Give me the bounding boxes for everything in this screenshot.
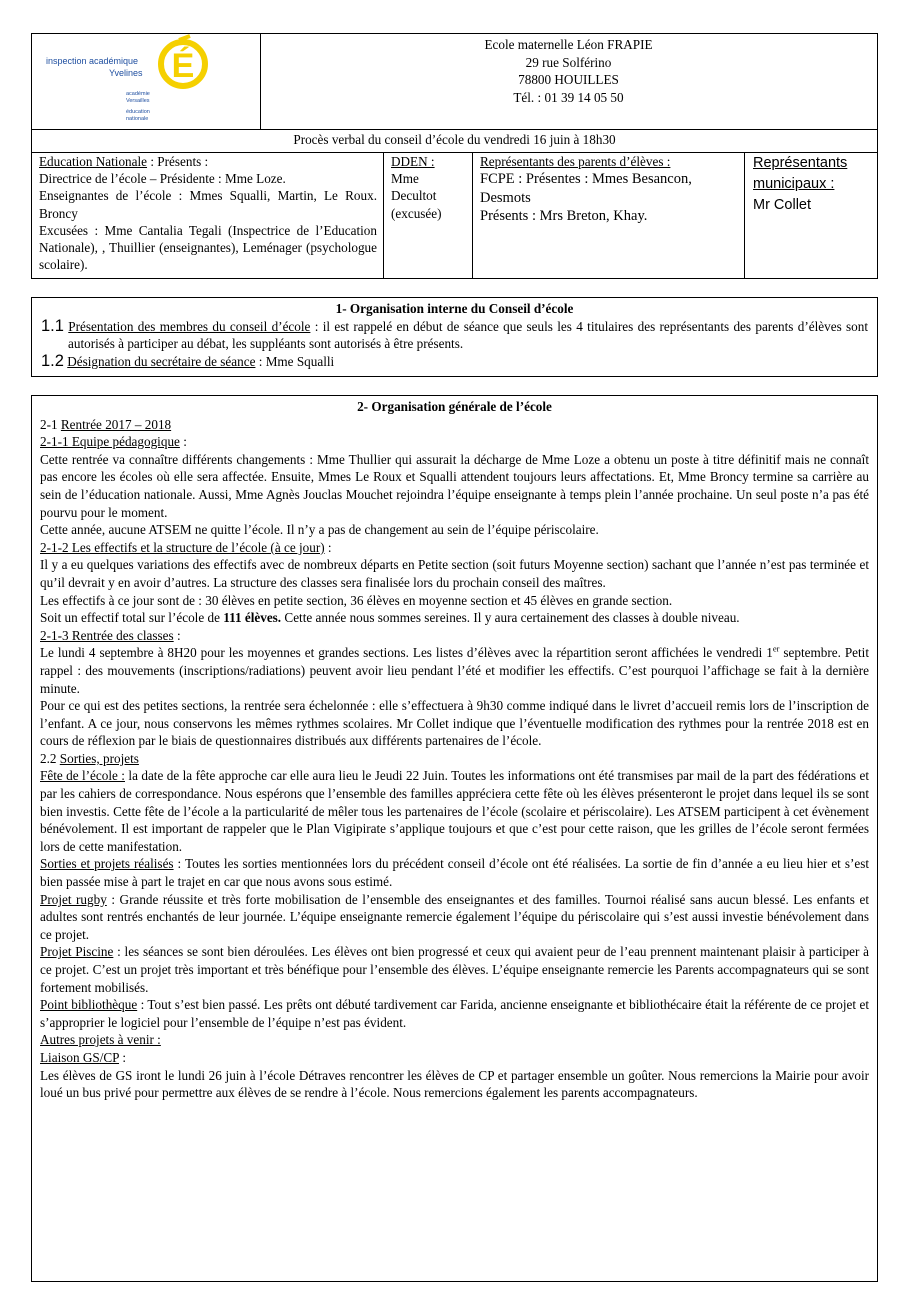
- logo-line2: Yvelines: [109, 68, 143, 78]
- heading-autres-projets: Autres projets à venir :: [40, 1032, 161, 1048]
- municipaux-label: Représentants municipaux :: [753, 155, 848, 192]
- directrice-line: Directrice de l’école – Présidente : Mme Loze.: [39, 171, 286, 187]
- municipaux-cell: [745, 152, 877, 278]
- paragraph-fete: Fête de l’école : la date de la fête approche car elle aura lieu le Jeudi 22 Juin. Toutes les informations ont été transmises par mail de la part des fédérations et par les cahiers de correspondance. Nous espérons que l’ensemble des familles appréciera cette fête où les élèves présenteront le projet dans lequel ils se sont bien investis. Cette fête de l’école a la particularité de mêler tous les partenaires de l’école (scolaire et périscolaire). Les ATSEM participent à cet évènement bénévolement. Il est important de rappeler que le Plan Vigipirate s’applique toujours et que c’est pour cette raison, que les grilles de l’école seront fermées lors de cette manifestation.: [40, 768, 869, 854]
- section1-title: 1- Organisation interne du Conseil d’école: [335, 301, 574, 316]
- academie-logo: [32, 34, 260, 129]
- heading-2-1-2: 2-1-2 Les effectifs et la structure de l’école (à ce jour) :: [40, 539, 332, 555]
- logo-sub2: Versailles: [126, 98, 150, 104]
- section-organisation-generale: [31, 395, 878, 1282]
- dden-cell: DDEN : Mme Decultot (excusée): [384, 152, 473, 278]
- section-organisation-interne: [31, 297, 878, 377]
- paragraph-effectif-total: Soit un effectif total sur l’école de 111 élèves. Cette année nous sommes sereines. Il y aura certainement des classes à double niveau.: [40, 610, 740, 626]
- dden-label: DDEN :: [391, 154, 435, 169]
- heading-2-1: 2-1 Rentrée 2017 – 2018: [40, 416, 172, 432]
- education-nationale-cell: Education Nationale : Présents : Directrice de l’école – Présidente : Mme Loze. Enseignantes de l’école : Mmes Squalli, Martin, Le Roux. Broncy Excusées : Mme Cantalia Tegali (Inspectrice de l’Education Nationale), , Thuillier (enseignantes), Leménager (psychologue scolaire).: [32, 152, 384, 278]
- logo-line1: inspection académique: [46, 56, 139, 66]
- heading-2-2: 2.2 Sorties, projets: [40, 750, 139, 766]
- logo-sub3: éducation: [126, 109, 150, 115]
- school-street: 29 rue Solférino: [525, 54, 612, 70]
- education-label: Education Nationale: [39, 154, 148, 169]
- enseignantes-line: Enseignantes de l’école : Mmes Squalli, Martin, Le Roux. Broncy: [39, 188, 377, 221]
- school-address: [260, 34, 877, 131]
- section2-title: 2- Organisation générale de l’école: [357, 399, 552, 414]
- fcpe-line: FCPE : Présentes : Mmes Besancon, Desmots: [480, 171, 692, 206]
- paragraph-petites-sections: Pour ce qui est des petites sections, la rentrée sera échelonnée : elle s’effectuera à 9h30 comme indiqué dans le livret d’accueil remis lors de l’inscription de l’enfant. A ce jour, nous conservons les mêmes rythmes scolaires. Mr Collet indique que l’éventuelle modification des rythmes pour la rentrée 2018 est en cours de réflexion par le biais de questionnaires distribués aux différents partenaires de l’école.: [40, 698, 869, 749]
- header-table: [31, 33, 878, 279]
- school-name: Ecole maternelle Léon FRAPIE: [484, 37, 653, 52]
- parents-cell: [473, 152, 745, 278]
- paragraph-rugby: Projet rugby : Grande réussite et très forte mobilisation de l’ensemble des enseignantes et des familles. Tournoi réalisé sans aucun blessé. Les enfants et adultes sont rentrés enchantés de leur journée. L’équipe enseignante remercie également l’équipe du périscolaire qui s’est aussi investie bénévolement dans ce projet.: [40, 891, 869, 942]
- excusees-line: Excusées : Mme Cantalia Tegali (Inspectrice de l’Education Nationale), , Thuillier (enseignantes), Leménager (psychologue scolaire).: [39, 222, 377, 273]
- presents-line: Présents : Mrs Breton, Khay.: [480, 208, 648, 224]
- pv-title: Procès verbal du conseil d’école du vendredi 16 juin à 18h30: [32, 129, 877, 153]
- paragraph-bibliotheque: Point bibliothèque : Tout s’est bien passé. Les prêts ont débuté tardivement car Farida, ancienne enseignante et bibliothécaire était la référente de ce projet et s’approprier le logiciel pour l’ensemble de l’équipe n’est pas évident.: [40, 997, 869, 1030]
- municipaux-name: Mr Collet: [753, 197, 812, 213]
- paragraph-liaison: Les élèves de GS iront le lundi 26 juin à l’école Détraves rencontrer les élèves de CP et partager ensemble un goûter. Nous remercions la Mairie pour avoir loué un bus privé pour permettre aux élèves de se rendre à l’école. Nous remercions également les parents accompagnateurs.: [40, 1067, 869, 1101]
- item-1-1: 1.1 Présentation des membres du conseil d’école : il est rappelé en début de séance que seuls les 4 titulaires des représentants des parents d’élèves sont autorisés à participer au débat, les suppléants sont autorisés à être présents.: [41, 316, 869, 351]
- paragraph-equipe: Cette rentrée va connaître différents changements : Mme Thullier qui assurait la décharge de Mme Loze a obtenu un poste à titre définitif mais ne connaît pas encore les écoles où elle sera affectée. Ensuite, Mmes Le Roux et Squalli attendent toujours leurs affectations. Et, Mme Broncy termine sa carrière au sein de l’éducation nationale. Aussi, Mme Agnès Jouclas Mouchet rejoindra l’équipe enseignante à temps plein l’année prochaine. Un seul poste n’a pas été pourvu pour le moment.: [40, 451, 869, 520]
- logo-sub4: nationale: [126, 116, 149, 122]
- logo-sub1: académie: [126, 91, 150, 97]
- logo-emblem-accent: [179, 36, 190, 40]
- paragraph-sorties: Sorties et projets réalisés : Toutes les sorties mentionnées lors du précédent conseil d’école ont été réalisées. La sortie de fin d’année a eu lieu hier et s’est bien passée mise à part le trajet en car que nous avons sous estimé.: [40, 856, 869, 890]
- logo-cell: [32, 34, 261, 129]
- paragraph-effectifs-detail: Les effectifs à ce jour sont de : 30 élèves en petite section, 36 élèves en moyenne section et 45 élèves en grande section.: [40, 592, 673, 608]
- paragraph-effectifs: Il y a eu quelques variations des effectifs avec de nombreux départs en Petite section (soit futurs Moyenne section) sachant que l’année n’est pas terminée et qu’il devrait y en avoir d’autres. La structure des classes sera finalisée lors du prochain conseil des maîtres.: [40, 557, 869, 590]
- heading-2-1-3: 2-1-3 Rentrée des classes :: [40, 627, 181, 643]
- heading-liaison: Liaison GS/CP :: [40, 1049, 126, 1065]
- item-1-2: 1.2 Désignation du secrétaire de séance : Mme Squalli: [41, 351, 335, 370]
- paragraph-rentree: Le lundi 4 septembre à 8H20 pour les moyennes et grandes sections. Les listes d’élèves avec la répartition seront affichées le vendredi 1er septembre. Petit rappel : des mouvements (inscriptions/radiations) peuvent avoir lieu pendant l’été et modifier les effectifs. C’est pourquoi l’affichage se fait à la dernière minute.: [40, 643, 869, 696]
- paragraph-piscine: Projet Piscine : les séances se sont bien déroulées. Les élèves ont bien progressé et ceux qui avaient peur de l’eau prennent maintenant plaisir à participer à ce projet. C’est un projet très important et très bénéfique pour l’ensemble des élèves. L’équipe enseignante remercie les Parents accompagnateurs qui se sont fortement mobilisés.: [40, 944, 869, 995]
- school-city: 78800 HOUILLES: [518, 72, 619, 87]
- paragraph-atsem: Cette année, aucune ATSEM ne quitte l’école. Il n’y a pas de changement au sein de l’équipe périscolaire.: [40, 522, 599, 538]
- heading-2-1-1: 2-1-1 Equipe pédagogique :: [40, 434, 187, 450]
- school-phone: Tél. : 01 39 14 05 50: [513, 89, 624, 105]
- parents-label: Représentants des parents d’élèves :: [480, 154, 671, 169]
- logo-emblem-letter: É: [171, 47, 195, 85]
